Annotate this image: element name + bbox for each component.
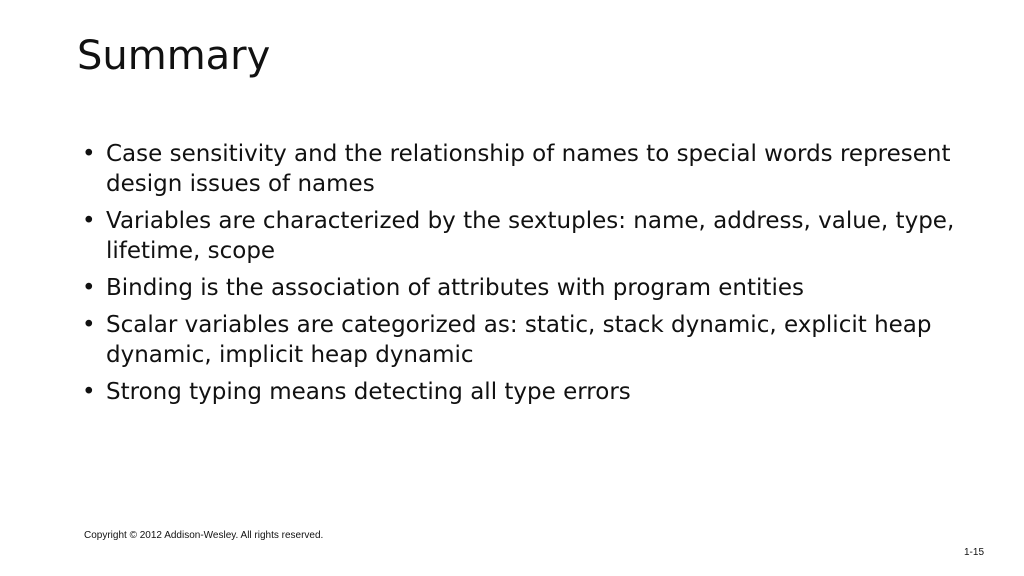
bullet-text: Variables are characterized by the sextuples: name, address, value, type, lifetime, scope [106,208,955,264]
bullet-icon: • [82,208,96,234]
bullet-icon: • [82,141,96,167]
bullet-text: Strong typing means detecting all type errors [106,379,631,405]
bullet-item [82,377,962,407]
bullet-item [82,206,962,266]
bullet-text: Case sensitivity and the relationship of names to special words represent design issues of names [106,141,951,197]
bullet-text: Binding is the association of attributes with program entities [106,275,804,301]
bullet-icon: • [82,275,96,301]
bullet-icon: • [82,312,96,338]
bullet-item [82,139,962,199]
copyright-notice: Copyright © 2012 Addison-Wesley. All rights reserved. [84,530,324,541]
bullet-item [82,310,962,370]
bullet-list [82,139,962,414]
bullet-icon: • [82,379,96,405]
bullet-item [82,273,962,303]
slide-title: Summary [77,33,271,79]
bullet-text: Scalar variables are categorized as: static, stack dynamic, explicit heap dynamic, implicit heap dynamic [106,312,932,368]
slide-number: 1-15 [963,547,984,558]
